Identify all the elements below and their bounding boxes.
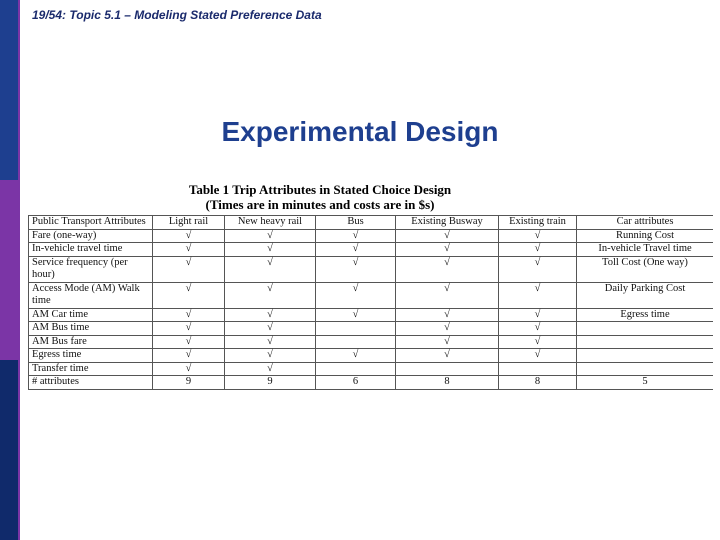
cell-car-attribute: Toll Cost (One way) xyxy=(577,256,714,282)
cell-existing-busway: 8 xyxy=(396,376,499,390)
table-caption-line1: Table 1 Trip Attributes in Stated Choice Design xyxy=(188,182,452,197)
cell-light-rail: √ xyxy=(153,335,225,349)
cell-new-heavy-rail: √ xyxy=(225,256,316,282)
table-row xyxy=(29,335,714,349)
cell-existing-busway: √ xyxy=(396,256,499,282)
cell-car-attribute: 5 xyxy=(577,376,714,390)
col-header-existing-busway: Existing Busway xyxy=(396,216,499,230)
cell-existing-train: √ xyxy=(499,243,577,257)
col-header-existing-train: Existing train xyxy=(499,216,577,230)
design-table-container xyxy=(28,215,713,428)
cell-light-rail: √ xyxy=(153,256,225,282)
cell-existing-train xyxy=(499,362,577,376)
cell-attribute: Fare (one-way) xyxy=(29,229,153,243)
slide-title: Experimental Design xyxy=(221,116,499,147)
cell-attribute: AM Car time xyxy=(29,308,153,322)
cell-bus xyxy=(316,335,396,349)
cell-car-attribute: Running Cost xyxy=(577,229,714,243)
cell-existing-train: √ xyxy=(499,335,577,349)
cell-bus: √ xyxy=(316,349,396,363)
col-header-attributes: Public Transport Attributes xyxy=(29,216,153,230)
cell-car-attribute: Egress time xyxy=(577,308,714,322)
cell-bus: 6 xyxy=(316,376,396,390)
cell-attribute: In-vehicle travel time xyxy=(29,243,153,257)
cell-bus xyxy=(316,322,396,336)
cell-light-rail: √ xyxy=(153,322,225,336)
cell-bus: √ xyxy=(316,229,396,243)
table-header-row xyxy=(29,216,714,230)
cell-light-rail: √ xyxy=(153,349,225,363)
cell-new-heavy-rail: √ xyxy=(225,322,316,336)
left-band-bottom xyxy=(0,360,18,540)
cell-existing-train: √ xyxy=(499,229,577,243)
cell-existing-busway: √ xyxy=(396,243,499,257)
cell-bus: √ xyxy=(316,282,396,308)
cell-new-heavy-rail: √ xyxy=(225,335,316,349)
cell-car-attribute: Daily Parking Cost xyxy=(577,282,714,308)
cell-car-attribute xyxy=(577,322,714,336)
table-row xyxy=(29,322,714,336)
cell-new-heavy-rail: √ xyxy=(225,282,316,308)
cell-car-attribute: In-vehicle Travel time xyxy=(577,243,714,257)
cell-existing-busway: √ xyxy=(396,229,499,243)
cell-light-rail: √ xyxy=(153,282,225,308)
table-row xyxy=(29,362,714,376)
cell-existing-train: √ xyxy=(499,282,577,308)
table-row xyxy=(29,229,714,243)
cell-attribute: AM Bus time xyxy=(29,322,153,336)
cell-existing-train: √ xyxy=(499,322,577,336)
cell-car-attribute xyxy=(577,349,714,363)
left-band-divider xyxy=(18,0,20,540)
cell-car-attribute xyxy=(577,362,714,376)
col-header-light-rail: Light rail xyxy=(153,216,225,230)
table-row xyxy=(29,282,714,308)
cell-attribute: Egress time xyxy=(29,349,153,363)
cell-new-heavy-rail: 9 xyxy=(225,376,316,390)
col-header-new-heavy-rail: New heavy rail xyxy=(225,216,316,230)
cell-attribute: Service frequency (per hour) xyxy=(29,256,153,282)
cell-light-rail: 9 xyxy=(153,376,225,390)
left-band-top xyxy=(0,0,18,180)
cell-new-heavy-rail: √ xyxy=(225,229,316,243)
cell-existing-train: √ xyxy=(499,349,577,363)
cell-light-rail: √ xyxy=(153,229,225,243)
cell-existing-train: √ xyxy=(499,308,577,322)
cell-existing-busway: √ xyxy=(396,282,499,308)
cell-new-heavy-rail: √ xyxy=(225,362,316,376)
cell-existing-busway: √ xyxy=(396,335,499,349)
table-row xyxy=(29,349,714,363)
table-row xyxy=(29,243,714,257)
cell-new-heavy-rail: √ xyxy=(225,243,316,257)
cell-attribute: # attributes xyxy=(29,376,153,390)
table-row xyxy=(29,308,714,322)
col-header-bus: Bus xyxy=(316,216,396,230)
cell-attribute: AM Bus fare xyxy=(29,335,153,349)
left-band-middle xyxy=(0,180,18,360)
cell-existing-busway xyxy=(396,362,499,376)
table-row xyxy=(29,256,714,282)
cell-existing-busway: √ xyxy=(396,349,499,363)
cell-bus: √ xyxy=(316,256,396,282)
cell-light-rail: √ xyxy=(153,362,225,376)
col-header-car-attributes: Car attributes xyxy=(577,216,714,230)
cell-existing-busway: √ xyxy=(396,322,499,336)
cell-new-heavy-rail: √ xyxy=(225,349,316,363)
cell-bus: √ xyxy=(316,308,396,322)
cell-light-rail: √ xyxy=(153,308,225,322)
slide-header: 19/54: Topic 5.1 – Modeling Stated Preference Data xyxy=(32,8,322,22)
cell-new-heavy-rail: √ xyxy=(225,308,316,322)
cell-attribute: Transfer time xyxy=(29,362,153,376)
design-table xyxy=(28,215,713,390)
cell-existing-train: 8 xyxy=(499,376,577,390)
table-caption xyxy=(150,182,490,212)
cell-existing-train: √ xyxy=(499,256,577,282)
cell-car-attribute xyxy=(577,335,714,349)
cell-attribute: Access Mode (AM) Walk time xyxy=(29,282,153,308)
cell-bus xyxy=(316,362,396,376)
table-row-totals xyxy=(29,376,714,390)
cell-light-rail: √ xyxy=(153,243,225,257)
cell-existing-busway: √ xyxy=(396,308,499,322)
cell-bus: √ xyxy=(316,243,396,257)
table-caption-line2: (Times are in minutes and costs are in $s) xyxy=(205,197,435,212)
